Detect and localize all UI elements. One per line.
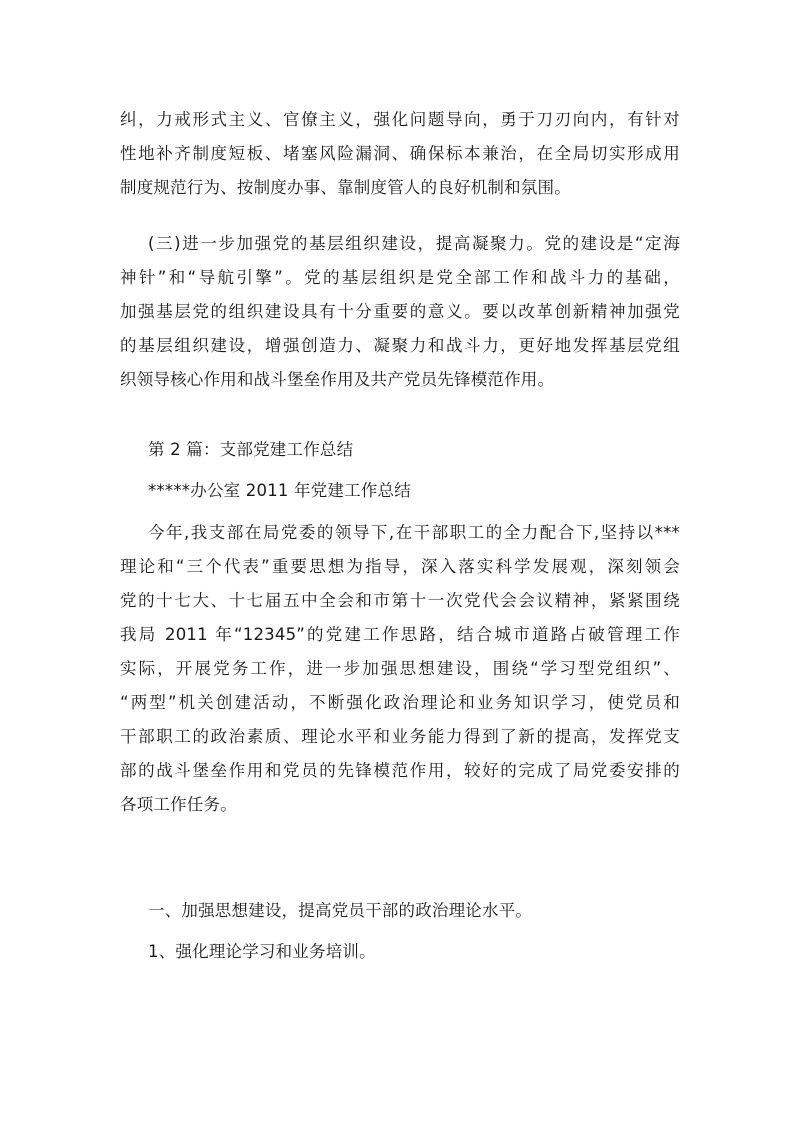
text-line: 一、加强思想建设，提高党员干部的政治理论水平。 <box>148 901 533 920</box>
text-line: *****办公室 2011 年党建工作总结 <box>148 481 411 500</box>
paragraph-summary-intro <box>120 516 680 822</box>
report-title <box>120 474 680 508</box>
text-line: 今年,我支部在局党委的领导下,在干部职工的全力配合下,坚持以*** <box>148 523 680 542</box>
text-line: 各项工作任务。 <box>120 795 237 814</box>
paragraph-grassroots-organization <box>120 227 680 397</box>
paragraph-continuation <box>120 103 680 205</box>
text-line: (三)进一步加强党的基层组织建设，提高凝聚力。党的建设是“定海 <box>148 234 680 253</box>
text-line: “两型”机关创建活动，不断强化政治理论和业务知识学习，使党员和 <box>120 693 680 712</box>
subsection-heading-one <box>120 894 680 928</box>
text-line: 1、强化理论学习和业务培训。 <box>148 942 376 961</box>
text-line: 织领导核心作用和战斗堡垒作用及共产党员先锋模范作用。 <box>120 370 555 389</box>
text-line: 第 2 篇：支部党建工作总结 <box>148 440 354 459</box>
text-line: 的基层组织建设，增强创造力、凝聚力和战斗力，更好地发挥基层党组 <box>120 336 680 355</box>
text-line: 制度规范行为、按制度办事、靠制度管人的良好机制和氛围。 <box>120 178 571 197</box>
subsection-item-one <box>120 935 680 969</box>
text-line: 纠，力戒形式主义、官僚主义，强化问题导向，勇于刀刃向内，有针对 <box>120 110 680 129</box>
section-heading <box>120 433 680 467</box>
text-line: 理论和“三个代表”重要思想为指导，深入落实科学发展观，深刻领会 <box>120 557 680 576</box>
text-line: 党的十七大、十七届五中全会和市第十一次党代会会议精神，紧紧围绕 <box>120 591 680 610</box>
text-line: 部的战斗堡垒作用和党员的先锋模范作用，较好的完成了局党委安排的 <box>120 761 680 780</box>
text-line: 神针”和“导航引擎”。党的基层组织是党全部工作和战斗力的基础， <box>120 268 680 287</box>
text-line: 我局 2011 年“12345”的党建工作思路，结合城市道路占破管理工作 <box>120 625 680 644</box>
text-line: 加强基层党的组织建设具有十分重要的意义。要以改革创新精神加强党 <box>120 302 680 321</box>
text-line: 干部职工的政治素质、理论水平和业务能力得到了新的提高，发挥党支 <box>120 727 680 746</box>
text-line: 性地补齐制度短板、堵塞风险漏洞、确保标本兼治，在全局切实形成用 <box>120 144 680 163</box>
text-line: 实际，开展党务工作，进一步加强思想建设，围绕“学习型党组织”、 <box>120 659 680 678</box>
